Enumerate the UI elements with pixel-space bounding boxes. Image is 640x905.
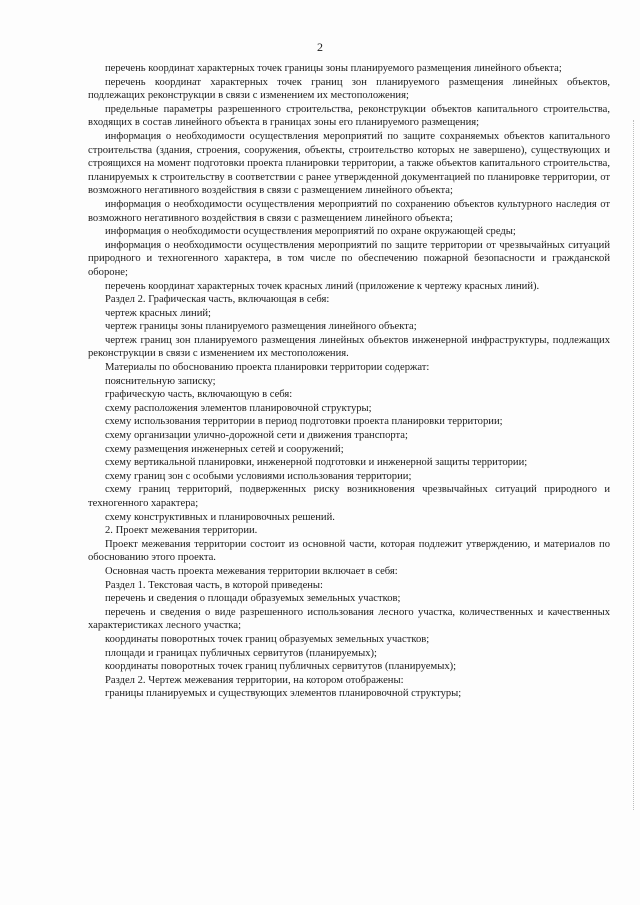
paragraph: координаты поворотных точек границ образуемых земельных участков; [105,633,430,645]
paragraph: схему границ зон с особыми условиями использования территории; [105,470,412,482]
paragraph: информация о необходимости осуществления мероприятий по сохранению объектов культурного наследия от возможного негативного воздействия в связи с размещением линейного объекта; [88,198,610,224]
paragraph: схему размещения инженерных сетей и сооружений; [105,443,344,455]
paragraph: схему использования территории в период подготовки проекта планировки территории; [105,416,503,428]
document-body [88,62,610,701]
scan-edge-mark [632,120,634,810]
paragraph: перечень координат характерных точек границ зон планируемого размещения линейных объектов, подлежащих реконструкции в связи с изменением их местоположения; [88,76,610,102]
paragraph: схему организации улично-дорожной сети и движения транспорта; [105,430,408,442]
paragraph: Основная часть проекта межевания территории включает в себя: [105,565,398,577]
paragraph: чертеж границ зон планируемого размещения линейных объектов инженерной инфраструктуры, подлежащих реконструкции в связи с изменением их местоположения. [88,334,610,360]
paragraph: схему конструктивных и планировочных решений. [105,511,335,523]
paragraph: информация о необходимости осуществления мероприятий по охране окружающей среды; [105,226,516,238]
paragraph: площади и границах публичных сервитутов (планируемых); [105,647,377,659]
paragraph: графическую часть, включающую в себя: [105,389,293,401]
paragraph: схему расположения элементов планировочной структуры; [105,402,372,414]
section-heading: 2. Проект межевания территории. [105,525,258,537]
paragraph: схему границ территорий, подверженных риску возникновения чрезвычайных ситуаций природного и техногенного характера; [88,484,610,509]
paragraph: схему вертикальной планировки, инженерной подготовки и инженерной защиты территории; [105,457,528,469]
paragraph: предельные параметры разрешенного строительства, реконструкции объектов капитального строительства, входящих в состав линейного объекта в границах зоны его планируемого размещения; [88,103,610,129]
paragraph: перечень и сведения о площади образуемых земельных участков; [105,593,401,605]
section-heading: Раздел 2. Чертеж межевания территории, на котором отображены: [105,674,404,686]
paragraph: Материалы по обоснованию проекта планировки территории содержат: [105,362,430,374]
paragraph: чертеж красных линий; [105,307,211,319]
paragraph: перечень и сведения о виде разрешенного использования лесного участка, количественных и качественных характеристиках лесного участка; [88,606,610,632]
paragraph: координаты поворотных точек границ публичных сервитутов (планируемых); [105,661,457,673]
paragraph: перечень координат характерных точек красных линий (приложение к чертежу красных линий). [105,280,540,292]
paragraph: границы планируемых и существующих элементов планировочной структуры; [105,688,462,700]
paragraph: информация о необходимости осуществления мероприятий по защите территории от чрезвычайных ситуаций природного и техногенного характера, в том числе по обеспечению пожарной безопасности и гражданской обороне; [88,239,610,278]
paragraph: Проект межевания территории состоит из основной части, которая подлежит утверждению, и материалов по обоснованию этого проекта. [88,538,610,564]
paragraph: информация о необходимости осуществления мероприятий по защите сохраняемых объектов капитального строительства (здания, строения, сооружения, объекты, строительство которых не завершено), существующих и строящихся на момент подготовки проекта планировки территории, а также объектов капитального строительства, планируемых к строительству в соответствии с ранее утвержденной документацией по планировке территории, от возможного негативного воздействия в связи с размещением линейного объекта; [88,130,610,197]
section-heading: Раздел 2. Графическая часть, включающая в себя: [105,294,330,306]
paragraph: перечень координат характерных точек границы зоны планируемого размещения линейного объекта; [105,63,562,74]
section-heading: Раздел 1. Текстовая часть, в которой приведены: [105,579,323,591]
paragraph: чертеж границы зоны планируемого размещения линейного объекта; [105,321,417,333]
page-number: 2 [317,40,323,54]
paragraph: пояснительную записку; [105,375,216,387]
